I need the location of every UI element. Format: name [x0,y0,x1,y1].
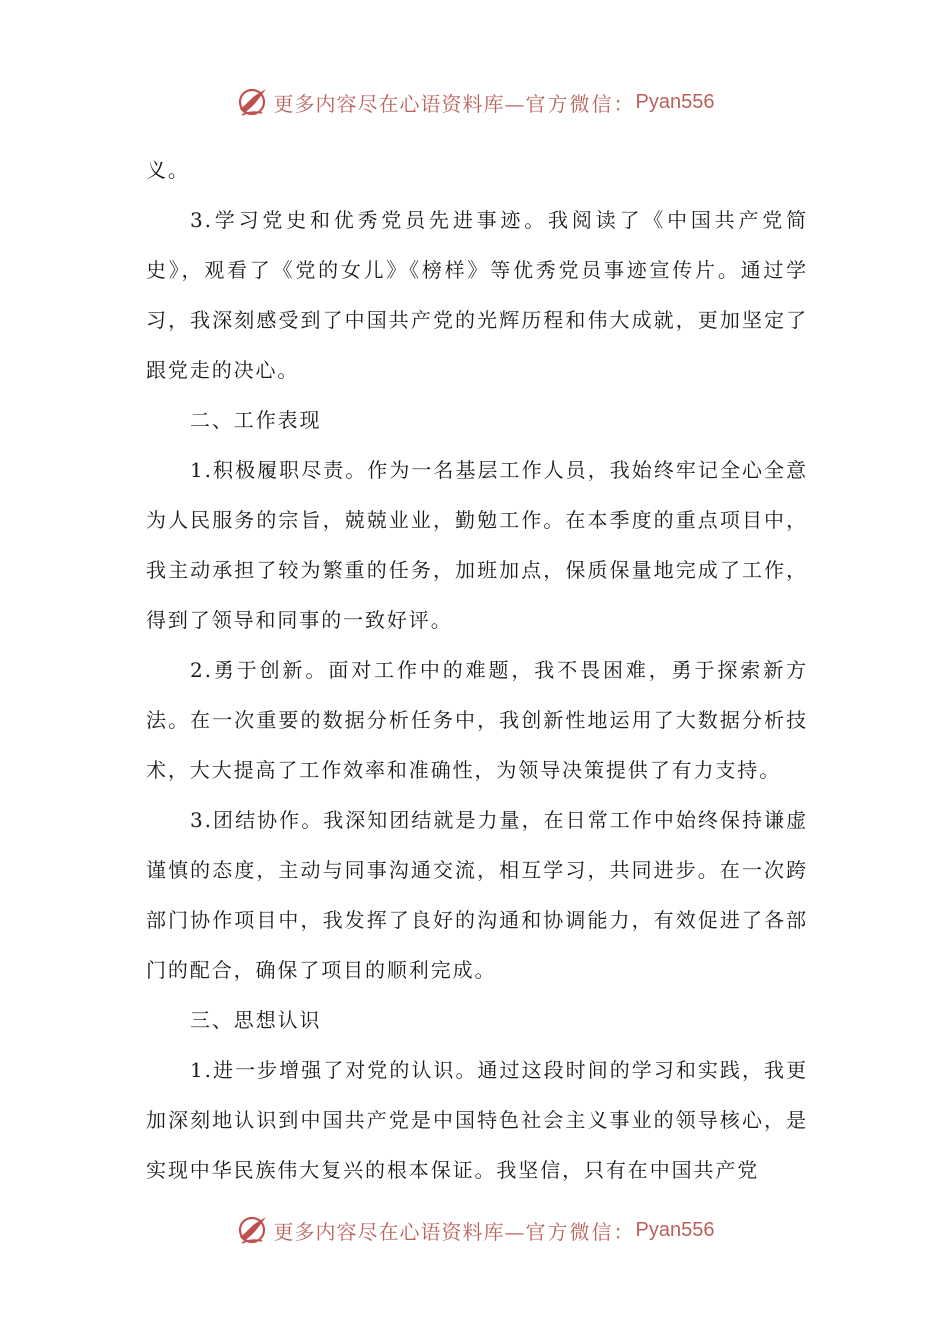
section-heading-work-performance: 二、工作表现 [190,408,322,432]
paragraph-study-party-history: 3.学习党史和优秀党员先进事迹。我阅读了《中国共产党简史》，观看了《党的女儿》《榜样》等优秀党员事迹宣传片。通过学习，我深刻感受到了中国共产党的光辉历程和伟大成就，更加坚定了跟党走的决心。 [146,208,808,382]
footer-wechat-label: 官方微信： [525,1219,636,1244]
header-wechat-id: Pyan556 [635,90,715,113]
paragraph-continuation: 义。 [146,158,190,182]
document-body [146,145,808,1195]
paragraph-teamwork: 3.团结协作。我深知团结就是力量，在日常工作中始终保持谦虚谨慎的态度，主动与同事沟通交流，相互学习，共同进步。在一次跨部门协作项目中，我发挥了良好的沟通和协调能力，有效促进了各部门的配合，确保了项目的顺利完成。 [146,808,808,982]
pen-signature-logo-icon [236,1213,270,1247]
pen-signature-logo-icon [236,85,270,119]
header-watermark [0,82,950,122]
footer-wechat-id: Pyan556 [635,1218,715,1241]
paragraph-party-understanding: 1.进一步增强了对党的认识。通过这段时间的学习和实践，我更加深刻地认识到中国共产党是中国特色社会主义事业的领导核心，是实现中华民族伟大复兴的根本保证。我坚信，只有在中国共产党 [146,1058,808,1182]
header-banner-text: 更多内容尽在心语资料库— [273,91,526,116]
header-wechat-label: 官方微信： [525,91,636,116]
paragraph-duty: 1.积极履职尽责。作为一名基层工作人员，我始终牢记全心全意为人民服务的宗旨，兢兢业业，勤勉工作。在本季度的重点项目中，我主动承担了较为繁重的任务，加班加点，保质保量地完成了工作，得到了领导和同事的一致好评。 [146,458,808,632]
footer-watermark [0,1210,950,1250]
footer-banner-text: 更多内容尽在心语资料库— [273,1219,526,1244]
section-heading-ideological-understanding: 三、思想认识 [190,1008,322,1032]
paragraph-innovation: 2.勇于创新。面对工作中的难题，我不畏困难，勇于探索新方法。在一次重要的数据分析任务中，我创新性地运用了大数据分析技术，大大提高了工作效率和准确性，为领导决策提供了有力支持。 [146,658,808,782]
